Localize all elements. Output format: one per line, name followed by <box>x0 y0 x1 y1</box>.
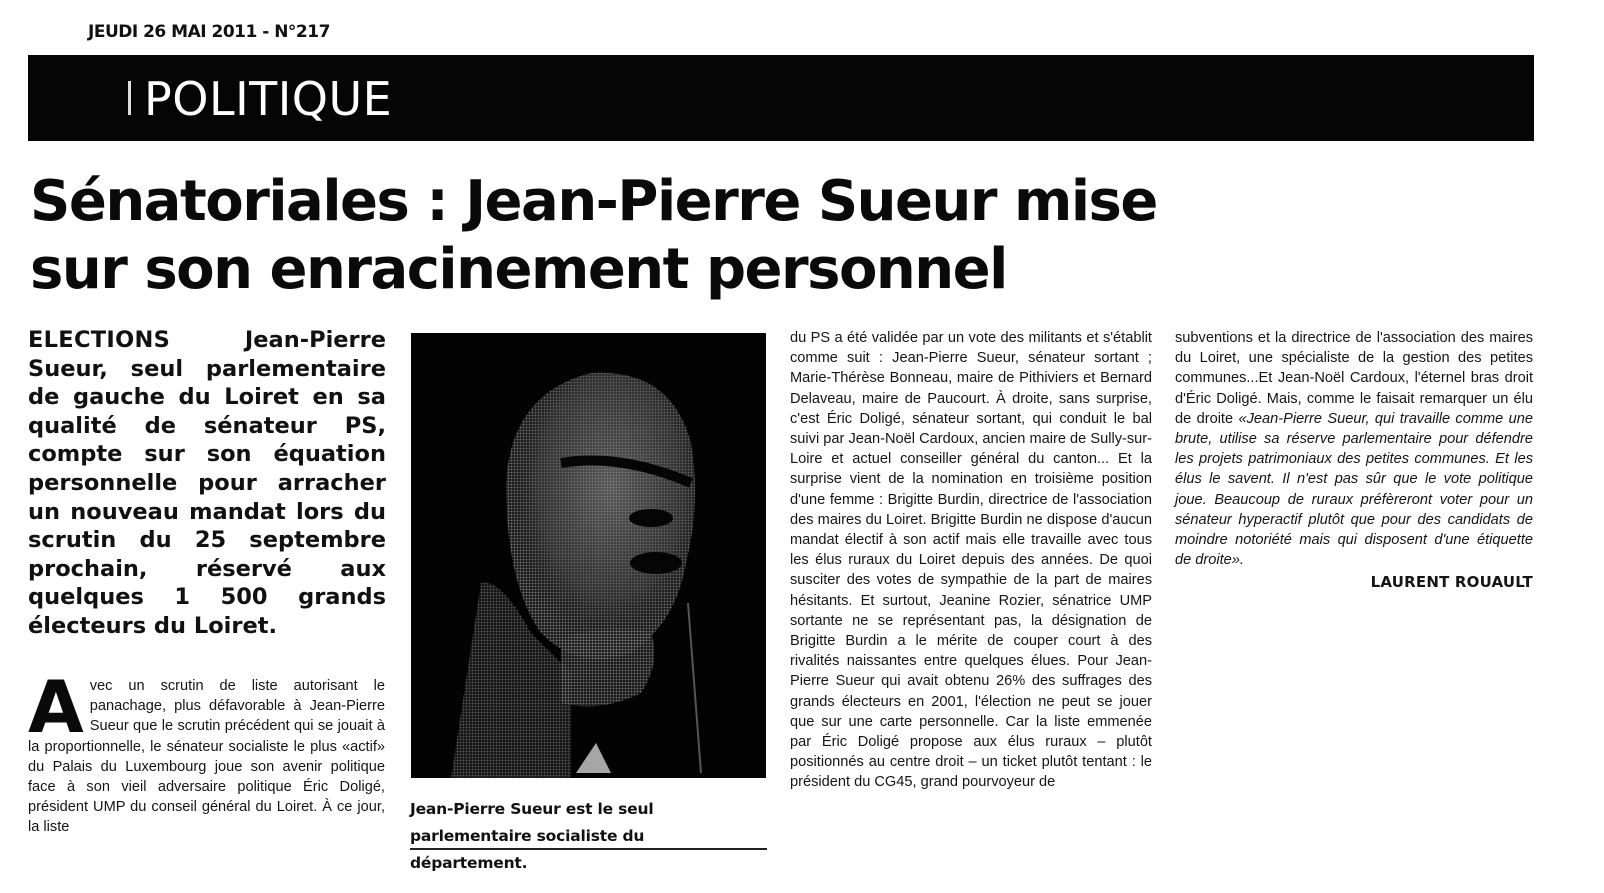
lead-kicker: ELECTIONS <box>28 327 171 353</box>
drop-cap: A <box>28 665 84 749</box>
portrait-speaker-icon <box>411 333 766 778</box>
article-photo <box>411 333 766 778</box>
body-column-3 <box>1175 328 1533 593</box>
article-lead <box>28 326 386 641</box>
article-headline <box>30 168 1230 304</box>
section-title: POLITIQUE <box>144 72 393 126</box>
body-column-1 <box>28 665 385 838</box>
body-text-3: subventions et la directrice de l'association des maires du Loiret, une spécialiste de la gestion des petites communes...Et Jean-Noël Cardoux, l'éternel bras droit d'Éric Doligé. Mais, comme le faisait remarquer un élu de droite <box>1175 330 1533 427</box>
headline-line-1: Sénatoriales : Jean-Pierre Sueur mise <box>30 169 1157 234</box>
caption-divider <box>410 848 767 850</box>
photo-caption: Jean-Pierre Sueur est le seul parlementaire socialiste du département. <box>410 800 654 872</box>
divider-icon <box>128 81 131 115</box>
body-column-2: du PS a été validée par un vote des militants et s'établit comme suit : Jean-Pierre Sueur, sénateur sortant ; Marie-Thérèse Bonneau, maire de Pithiviers et Bernard Delaveau, maire de Paucourt. À droite, sans surprise, c'est Éric Doligé, sénateur sortant, qui conduit le bal suivi par Jean-Noël Cardoux, ancien maire de Sully-sur-Loire et actuel conseiller général du canton... Et la surprise vient de la nomination en troisième position d'une femme : Brigitte Burdin, directrice de l'association des maires du Loiret. Brigitte Burdin ne dispose d'aucun mandat électif à son actif mais elle travaille avec tous les élus ruraux du Loiret depuis des années. De quoi susciter des votes de sympathie de la part de maires hésitants. Et surtout, Jeanine Rozier, sénatrice UMP sortante ne se représentant pas, la désignation de Brigitte Burdin a le mérite de couper court à des rivalités naissantes entre quelques élues. Pour Jean-Pierre Sueur qui avait obtenu 26% des suffrages des grands électeurs en 2001, l'élection ne peut se jouer que sur une carte personnelle. Car la liste emmenée par Éric Doligé propose aux élus ruraux – plutôt positionnés au centre droit – un ticket plutôt tentant : le président du CG45, grand pourvoyeur de <box>790 330 1152 791</box>
body-text-1: vec un scrutin de liste autorisant le panachage, plus défavorable à Jean-Pierre Sueur que le scrutin précédent qui se jouait à la proportionnelle, le sénateur socialiste le plus «actif» du Palais du Luxembourg joue son avenir politique face à son vieil adversaire politique Éric Doligé, président UMP du conseil général du Loiret. À ce jour, la liste <box>28 678 385 836</box>
headline-line-2: sur son enracinement personnel <box>30 237 1007 302</box>
author-byline: LAURENT ROUAULT <box>1370 573 1533 592</box>
pull-quote: «Jean-Pierre Sueur, qui travaille comme une brute, utilise sa réserve parlementaire pour défendre les projets patrimoniaux des petites communes. Et les élus le savent. Il n'est pas sûr que le vote politique joue. Beaucoup de ruraux préfèreront voter pour un sénateur hyperactif plutôt que pour des candidats de moindre notoriété mais qui disposent d'une étiquette de droite». <box>1175 410 1533 569</box>
dateline: JEUDI 26 MAI 2011 - N°217 <box>88 22 330 42</box>
lead-text: Jean-Pierre Sueur, seul parlementaire de gauche du Loiret en sa qualité de sénateur PS, compte sur son équation personnelle pour arracher un nouveau mandat lors du scrutin du 25 septembre prochain, réservé aux quelques 1 500 grands électeurs du Loiret. <box>28 327 386 639</box>
section-banner <box>28 55 1534 141</box>
